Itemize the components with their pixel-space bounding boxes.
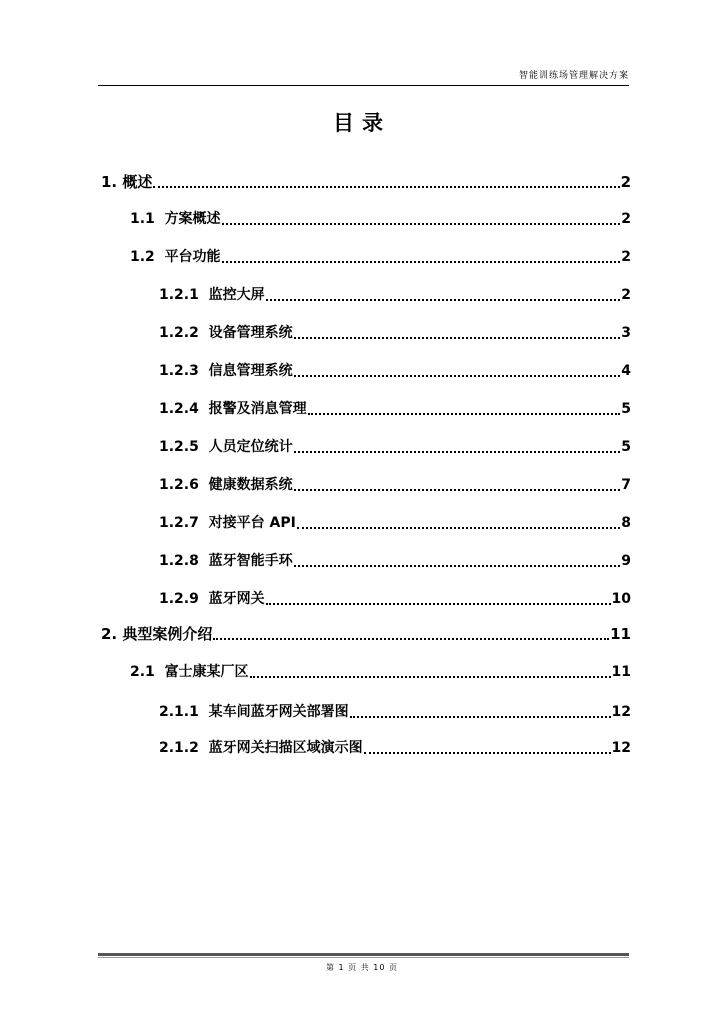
toc-entry-title: 监控大屏 xyxy=(208,287,265,303)
toc-entry-number: 2.1.2 xyxy=(159,740,199,756)
toc-entry-page: 5 xyxy=(621,439,631,455)
toc-entry-number: 1.2.9 xyxy=(159,591,199,607)
toc-entry-title: 蓝牙网关 xyxy=(208,591,265,607)
toc-entry[interactable] xyxy=(159,736,631,758)
toc-entry[interactable] xyxy=(159,549,631,571)
toc-dot-leader xyxy=(213,638,609,640)
toc-entry-page: 10 xyxy=(611,591,631,607)
toc-entry-number: 1.2.4 xyxy=(159,401,199,417)
toc-entry-page: 11 xyxy=(610,625,631,643)
toc-entry-title: 报警及消息管理 xyxy=(208,401,307,417)
toc-entry-number: 2. xyxy=(101,625,118,643)
toc-entry-title: 对接平台 API xyxy=(208,515,296,531)
toc-dot-leader xyxy=(250,676,611,678)
toc-dot-leader xyxy=(222,261,621,263)
footer-divider-thin xyxy=(98,957,629,958)
toc-entry-page: 12 xyxy=(611,704,631,720)
toc-entry-title: 蓝牙智能手环 xyxy=(208,553,293,569)
toc-entry-page: 11 xyxy=(611,664,631,680)
toc-entry-number: 1.2.7 xyxy=(159,515,199,531)
toc-entry[interactable] xyxy=(130,245,631,267)
toc-entry[interactable] xyxy=(159,359,631,381)
header-divider xyxy=(98,85,629,86)
toc-entry-page: 3 xyxy=(621,325,631,341)
toc-entry-title: 平台功能 xyxy=(164,249,221,265)
toc-entry-page: 2 xyxy=(621,211,631,227)
toc-entry-title: 信息管理系统 xyxy=(208,363,293,379)
toc-dot-leader xyxy=(266,603,611,605)
toc-entry[interactable] xyxy=(101,170,631,192)
toc-entry[interactable] xyxy=(159,587,631,609)
toc-dot-leader xyxy=(308,413,621,415)
toc-entry-number: 1.2.8 xyxy=(159,553,199,569)
toc-entry-title: 概述 xyxy=(122,173,153,191)
toc-dot-leader xyxy=(294,451,621,453)
toc-entry-number: 1.2.2 xyxy=(159,325,199,341)
toc-dot-leader xyxy=(294,375,621,377)
toc-entry-number: 1.2.5 xyxy=(159,439,199,455)
toc-entry-page: 8 xyxy=(621,515,631,531)
toc-entry-title: 方案概述 xyxy=(164,211,221,227)
toc-entry[interactable] xyxy=(159,283,631,305)
toc-entry-page: 4 xyxy=(621,363,631,379)
running-header: 智能训练场管理解决方案 xyxy=(518,71,629,81)
toc-heading: 目录 xyxy=(333,111,391,135)
toc-entry[interactable] xyxy=(159,435,631,457)
toc-entry-number: 1. xyxy=(101,173,118,191)
toc-entry-title: 富士康某厂区 xyxy=(164,664,249,680)
toc-entry-page: 7 xyxy=(621,477,631,493)
toc-entry-number: 2.1 xyxy=(130,664,155,680)
toc-entry-page: 2 xyxy=(621,249,631,265)
toc-entry[interactable] xyxy=(159,511,631,533)
toc-entry[interactable] xyxy=(130,660,631,682)
toc-entry-title: 某车间蓝牙网关部署图 xyxy=(208,704,349,720)
toc-entry-page: 2 xyxy=(620,173,631,191)
toc-entry-page: 12 xyxy=(611,740,631,756)
toc-entry-title: 典型案例介绍 xyxy=(122,625,213,643)
toc-entry-page: 9 xyxy=(621,553,631,569)
toc-entry-title: 人员定位统计 xyxy=(208,439,293,455)
toc-dot-leader xyxy=(350,716,611,718)
toc-entry-title: 设备管理系统 xyxy=(208,325,293,341)
toc-entry-number: 1.1 xyxy=(130,211,155,227)
toc-dot-leader xyxy=(294,489,621,491)
toc-entry[interactable] xyxy=(130,207,631,229)
toc-entry-title: 蓝牙网关扫描区域演示图 xyxy=(208,740,363,756)
toc-dot-leader xyxy=(297,527,620,529)
toc-dot-leader xyxy=(364,752,611,754)
toc-entry-title: 健康数据系统 xyxy=(208,477,293,493)
toc-entry-number: 1.2.6 xyxy=(159,477,199,493)
toc-entry[interactable] xyxy=(159,321,631,343)
toc-dot-leader xyxy=(294,565,621,567)
toc-entry[interactable] xyxy=(101,622,631,644)
toc-entry-page: 5 xyxy=(621,401,631,417)
toc-entry-number: 2.1.1 xyxy=(159,704,199,720)
toc-dot-leader xyxy=(294,337,621,339)
toc-entry-number: 1.2.3 xyxy=(159,363,199,379)
toc-dot-leader xyxy=(266,299,621,301)
toc-entry[interactable] xyxy=(159,473,631,495)
toc-dot-leader xyxy=(153,186,619,188)
page-number-footer: 第 1 页 共 10 页 xyxy=(326,963,398,972)
footer-divider xyxy=(98,953,629,956)
toc-entry-number: 1.2.1 xyxy=(159,287,199,303)
toc-entry-number: 1.2 xyxy=(130,249,155,265)
toc-dot-leader xyxy=(222,223,621,225)
toc-entry[interactable] xyxy=(159,700,631,722)
toc-entry-page: 2 xyxy=(621,287,631,303)
toc-entry[interactable] xyxy=(159,397,631,419)
